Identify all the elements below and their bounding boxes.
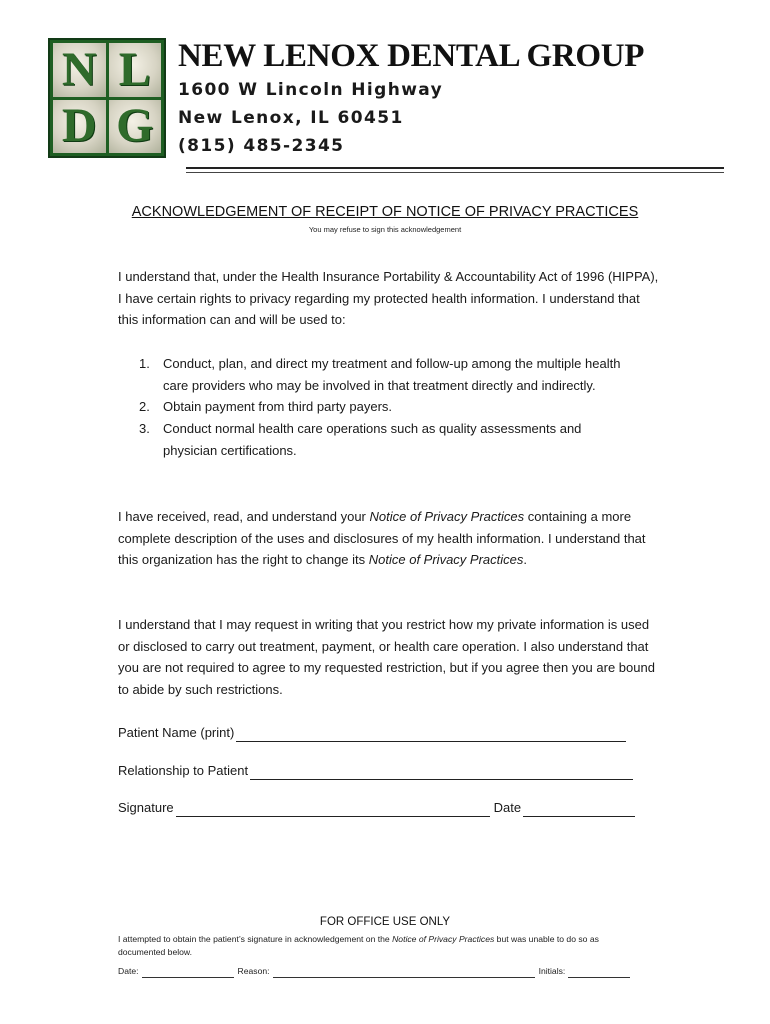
office-use-text — [118, 933, 648, 959]
list-number: 1. — [139, 356, 150, 371]
relationship-field — [118, 762, 633, 780]
notice-title-italic: Notice of Privacy Practices — [369, 509, 525, 524]
list-text: Conduct normal health care operations such as quality assessments and physician certifications. — [163, 421, 582, 458]
office-fields-row — [118, 965, 658, 978]
document-subtitle: You may refuse to sign this acknowledgement — [308, 225, 462, 234]
organization-name: NEW LENOX DENTAL GROUP — [178, 38, 645, 74]
practice-logo — [48, 38, 166, 158]
list-text: Obtain payment from third party payers. — [163, 399, 393, 415]
notice-received-paragraph — [118, 506, 663, 571]
list-number: 3. — [139, 421, 150, 437]
relationship-label: Relationship to Patient — [118, 763, 249, 778]
office-text: I attempted to obtain the patient’s signature in acknowledgement on the — [118, 934, 393, 944]
notice-title-italic: Notice of Privacy Practices — [368, 552, 524, 568]
logo-letter-d: D — [53, 100, 106, 154]
address-city: New Lenox, IL 60451 — [178, 108, 404, 128]
list-item — [118, 418, 638, 461]
paragraph-text: containing a more complete description of the uses and disclosures of my health information. I understand that this organization has the right to change its — [118, 509, 646, 568]
office-text: but was unable to do so as documented below. — [118, 934, 599, 957]
hipaa-paragraph: I understand that, under the Health Insurance Portability & Accountability Act of 1996 (HIPPA), I have certain rights to privacy regarding my protected health information. I understand that this information can and will be used to: — [118, 269, 659, 328]
list-item — [118, 396, 638, 418]
signature-label: Signature — [118, 800, 174, 815]
restriction-paragraph: I understand that I may request in writing that you restrict how my private information is used or disclosed to carry out treatment, payment, or health care operation. I also understand that you are not required to agree to my requested restriction, but if you agree then you are bound to abide by such restrictions. — [118, 617, 655, 698]
header-divider-thin — [186, 172, 724, 173]
signature-line[interactable] — [176, 802, 490, 817]
uses-list — [118, 353, 638, 462]
phone-number: (815) 485-2345 — [178, 136, 345, 156]
office-initials-label: Initials: — [538, 966, 566, 976]
signature-field — [118, 799, 635, 817]
logo-letter-n: N — [53, 43, 106, 97]
logo-letter-g: G — [109, 100, 162, 154]
date-label: Date — [493, 800, 522, 815]
relationship-line[interactable] — [250, 765, 633, 780]
list-item — [118, 353, 638, 396]
notice-title-italic: Notice of Privacy Practices — [392, 934, 495, 944]
paragraph-text: . — [523, 552, 527, 568]
list-text: Conduct, plan, and direct my treatment and follow-up among the multiple health care providers who may be involved in that treatment directly and indirectly. — [163, 356, 621, 393]
office-date-label: Date: — [118, 966, 139, 976]
paragraph-text: I have received, read, and understand your — [118, 509, 370, 524]
office-initials-line[interactable] — [568, 968, 630, 978]
document-title: ACKNOWLEDGEMENT OF RECEIPT OF NOTICE OF PRIVACY PRACTICES — [131, 204, 639, 220]
patient-name-field — [118, 724, 626, 742]
office-reason-label: Reason: — [237, 966, 270, 976]
list-number: 2. — [139, 399, 150, 415]
address-street: 1600 W Lincoln Highway — [178, 80, 444, 100]
patient-name-label: Patient Name (print) — [118, 725, 235, 740]
office-use-title: FOR OFFICE USE ONLY — [319, 916, 451, 928]
logo-letter-l: L — [109, 43, 162, 97]
office-reason-line[interactable] — [273, 968, 535, 978]
patient-name-line[interactable] — [236, 727, 626, 742]
office-date-line[interactable] — [142, 968, 234, 978]
header-divider-thick — [186, 167, 724, 169]
date-line[interactable] — [523, 802, 635, 817]
